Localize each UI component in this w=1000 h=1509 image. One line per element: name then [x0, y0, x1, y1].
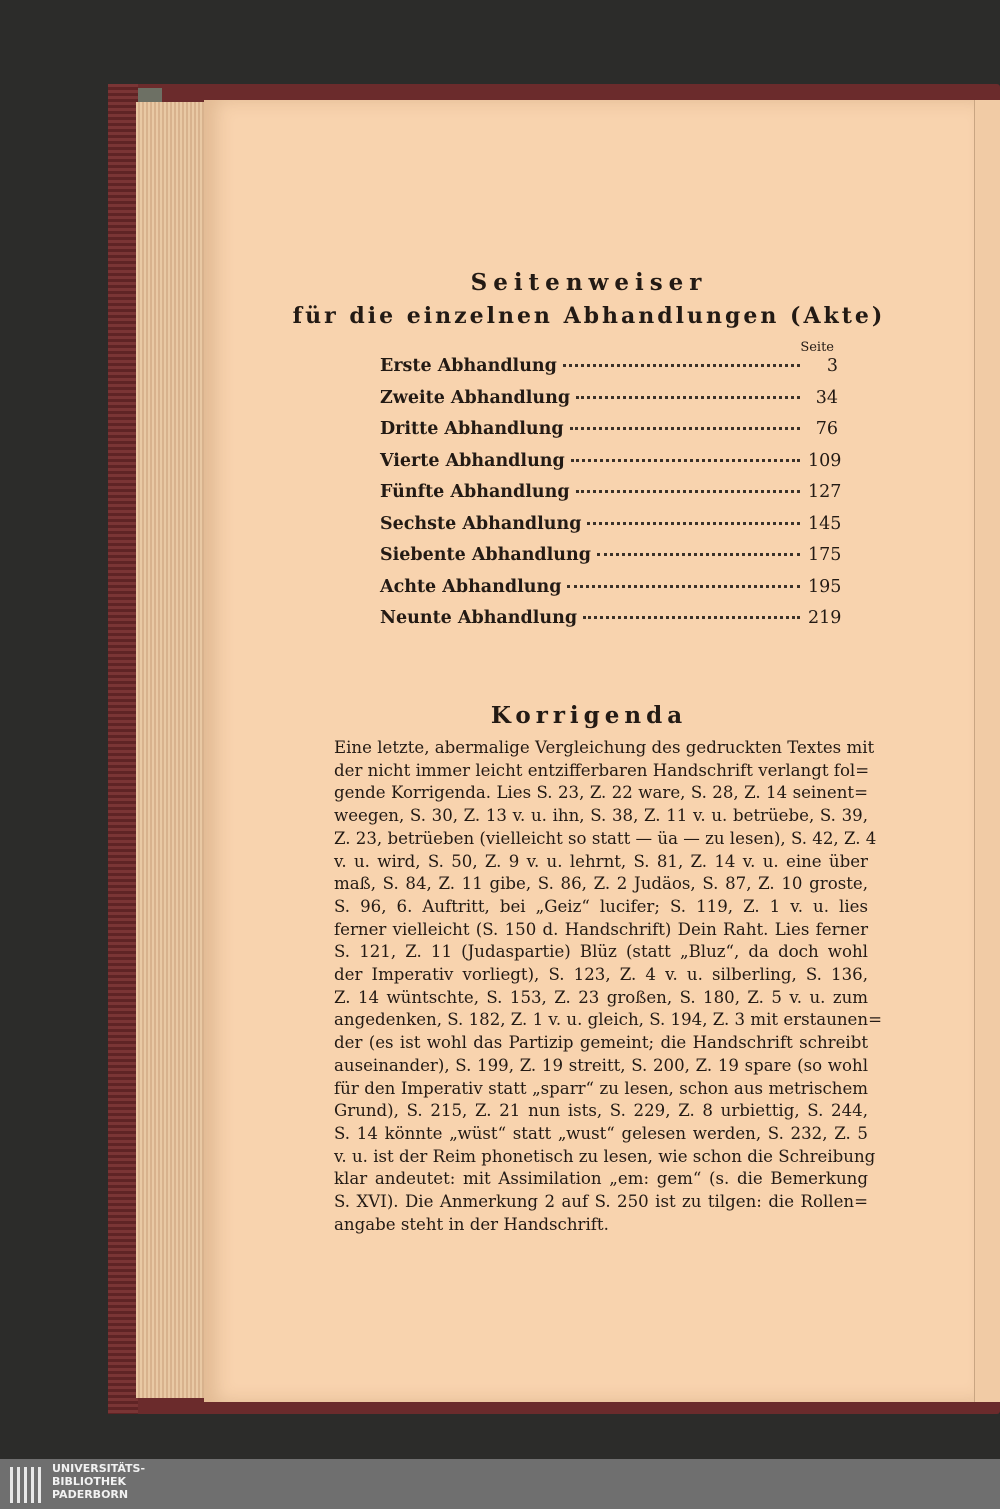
logo-line: BIBLIOTHEK: [52, 1475, 127, 1488]
text-line: S. 121, Z. 11 (Judaspartie) Blüz (statt „Bluz“, da doch wohl: [334, 942, 868, 962]
toc-entry-page: 195: [808, 576, 842, 597]
toc-entry-page: 3: [826, 356, 838, 376]
toc-list: [380, 356, 842, 640]
toc-entry: [380, 419, 838, 451]
toc-entry-page: 109: [808, 450, 842, 471]
toc-entry: [380, 576, 842, 609]
text-line: gende Korrigenda. Lies S. 23, Z. 22 ware, S. 28, Z. 14 seinent=: [334, 783, 868, 803]
text-line: für den Imperativ statt „sparr“ zu lesen, schon aus metrischem: [334, 1078, 868, 1098]
text-line: Eine letzte, abermalige Vergleichung des gedruckten Textes mit: [334, 738, 875, 757]
text-line: der Imperativ vorliegt), S. 123, Z. 4 v. u. silberling, S. 136,: [334, 965, 868, 985]
text-line: auseinander), S. 199, Z. 19 streitt, S. 200, Z. 19 spare (so wohl: [334, 1055, 868, 1075]
toc-entry-label: Zweite Abhandlung: [380, 387, 571, 408]
text-line: Z. 23, betrüeben (vielleicht so statt — üa — zu lesen), S. 42, Z. 4: [334, 828, 877, 848]
toc-entry: [380, 356, 838, 388]
leader-dots: [597, 552, 800, 556]
toc-entry: [380, 608, 842, 640]
toc-entry-label: Vierte Abhandlung: [380, 450, 565, 471]
logo-line: UNIVERSITÄTS-: [52, 1462, 146, 1475]
book-spine: [108, 84, 138, 1414]
text-line: S. 96, 6. Auftritt, bei „Geiz“ lucifer; S. 119, Z. 1 v. u. lies: [334, 896, 868, 916]
toc-heading: Seitenweiser: [470, 269, 708, 296]
toc-entry: [380, 513, 842, 546]
leader-dots: [576, 489, 800, 493]
text-line: ferner vielleicht (S. 150 d. Handschrift) Dein Raht. Lies ferner: [334, 919, 868, 939]
toc-entry-label: Sechste Abhandlung: [380, 513, 582, 534]
text-line: v. u. ist der Reim phonetisch zu lesen, wie schon die Schreibung: [334, 1146, 876, 1166]
text-line: angedenken, S. 182, Z. 1 v. u. gleich, S. 194, Z. 3 mit erstaunen=: [334, 1010, 882, 1030]
text-line: angabe steht in der Handschrift.: [334, 1214, 609, 1234]
leader-dots: [587, 521, 800, 525]
library-logo-text: [52, 1462, 145, 1501]
leader-dots: [571, 458, 800, 462]
leader-dots: [563, 363, 800, 367]
toc-entry-page: 34: [815, 387, 838, 408]
toc-entry-page: 127: [808, 482, 842, 502]
toc-entry-label: Achte Abhandlung: [380, 576, 562, 597]
text-line: v. u. wird, S. 50, Z. 9 v. u. lehrnt, S. 81, Z. 14 v. u. eine über: [334, 851, 868, 871]
logo-line: PADERBORN: [52, 1488, 129, 1501]
korrigenda-body: [334, 737, 882, 1236]
toc-entry-label: Dritte Abhandlung: [380, 419, 564, 439]
korrigenda-heading: Korrigenda: [490, 702, 688, 729]
page-column-label: Seite: [800, 340, 834, 355]
toc-entry: [380, 482, 842, 514]
text-line: Grund), S. 215, Z. 21 nun ists, S. 229, Z. 8 urbiettig, S. 244,: [334, 1101, 868, 1121]
toc-entry-label: Siebente Abhandlung: [380, 545, 591, 565]
facing-page-edge: [974, 100, 1000, 1402]
toc-entry-page: 76: [815, 419, 838, 439]
toc-entry-page: 219: [808, 608, 842, 628]
text-line: S. 14 könnte „wüst“ statt „wust“ gelesen werden, S. 232, Z. 5: [334, 1123, 868, 1143]
library-logo-bar: [0, 1459, 1000, 1509]
toc-entry: [380, 450, 842, 483]
toc-entry-page: 145: [808, 513, 842, 534]
toc-entry-label: Fünfte Abhandlung: [380, 482, 570, 502]
toc-entry-page: 175: [808, 545, 842, 565]
leader-dots: [583, 615, 800, 619]
text-line: weegen, S. 30, Z. 13 v. u. ihn, S. 38, Z. 11 v. u. betrüebe, S. 39,: [334, 806, 868, 826]
toc-subheading: für die einzelnen Abhandlungen (Akte): [292, 303, 886, 329]
toc-entry-label: Neunte Abhandlung: [380, 608, 578, 628]
leader-dots: [567, 584, 800, 588]
leader-dots: [576, 395, 800, 399]
page-edges: [136, 102, 208, 1398]
toc-entry: [380, 388, 838, 420]
leader-dots: [570, 426, 800, 430]
text-line: der (es ist wohl das Partizip gemeint; die Handschrift schreibt: [334, 1033, 868, 1053]
library-logo-icon: [8, 1465, 44, 1505]
text-line: maß, S. 84, Z. 11 gibe, S. 86, Z. 2 Judäos, S. 87, Z. 10 groste,: [334, 874, 868, 894]
book-page: [204, 100, 974, 1402]
text-line: klar andeutet: mit Assimilation „em: gem“ (s. die Bemerkung: [334, 1169, 868, 1189]
toc-entry-label: Erste Abhandlung: [380, 356, 557, 376]
toc-entry: [380, 545, 842, 577]
text-line: S. XVI). Die Anmerkung 2 auf S. 250 ist zu tilgen: die Rollen=: [334, 1192, 868, 1212]
text-line: Z. 14 wüntschte, S. 153, Z. 23 großen, S. 180, Z. 5 v. u. zum: [334, 987, 868, 1007]
text-line: der nicht immer leicht entzifferbaren Handschrift verlangt fol=: [334, 760, 870, 780]
